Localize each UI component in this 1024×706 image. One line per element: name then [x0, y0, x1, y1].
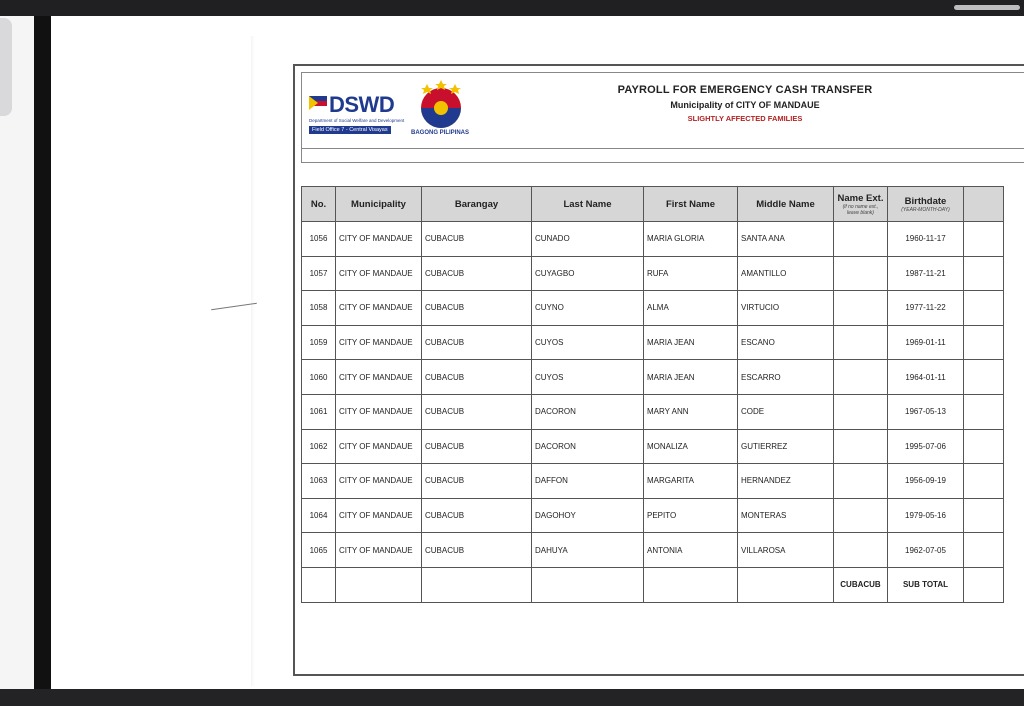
cell-last-name: DACORON	[532, 394, 644, 429]
cell-name-ext	[834, 360, 888, 395]
cell-last-name: DAHUYA	[532, 533, 644, 568]
cell-municipality: CITY OF MANDAUE	[336, 394, 422, 429]
cell-extra	[964, 464, 1004, 499]
cell-middle-name: VILLAROSA	[738, 533, 834, 568]
category-title: SLIGHTLY AFFECTED FAMILIES	[687, 114, 803, 123]
cell-barangay: CUBACUB	[422, 222, 532, 257]
cell-name-ext	[834, 291, 888, 326]
bagong-pilipinas-logo	[409, 78, 473, 142]
cell-first-name: MARY ANN	[644, 394, 738, 429]
header-barangay: Barangay	[422, 187, 532, 222]
cell-barangay: CUBACUB	[422, 256, 532, 291]
cell-middle-name: HERNANDEZ	[738, 464, 834, 499]
table-row	[302, 429, 1004, 464]
cell-barangay: CUBACUB	[422, 360, 532, 395]
cell-last-name: CUYOS	[532, 360, 644, 395]
cell-birthdate: 1967-05-13	[888, 394, 964, 429]
cell-last-name: CUYOS	[532, 325, 644, 360]
table-header-row	[302, 187, 1004, 222]
cell-name-ext	[834, 325, 888, 360]
bottom-bar	[0, 689, 1024, 706]
cell-middle-name: ESCANO	[738, 325, 834, 360]
header-name-ext-note: (if no name ext., leave blank)	[842, 203, 879, 216]
cell-first-name: MARIA JEAN	[644, 360, 738, 395]
document-page	[51, 16, 1024, 689]
cell-empty	[422, 567, 532, 602]
cell-municipality: CITY OF MANDAUE	[336, 498, 422, 533]
cell-first-name: PEPITO	[644, 498, 738, 533]
cell-middle-name: AMANTILLO	[738, 256, 834, 291]
cell-middle-name: ESCARRO	[738, 360, 834, 395]
payroll-table	[301, 186, 1004, 603]
subtotal-row	[302, 567, 1004, 602]
cell-empty	[738, 567, 834, 602]
cell-name-ext	[834, 464, 888, 499]
cell-last-name: DAGOHOY	[532, 498, 644, 533]
header-name-ext	[834, 187, 888, 222]
cell-barangay: CUBACUB	[422, 429, 532, 464]
cell-extra	[964, 360, 1004, 395]
cell-barangay: CUBACUB	[422, 394, 532, 429]
cell-no: 1065	[302, 533, 336, 568]
cell-birthdate: 1977-11-22	[888, 291, 964, 326]
cell-first-name: ALMA	[644, 291, 738, 326]
cell-name-ext	[834, 429, 888, 464]
cell-first-name: MONALIZA	[644, 429, 738, 464]
cell-barangay: CUBACUB	[422, 464, 532, 499]
cell-birthdate: 1964-01-11	[888, 360, 964, 395]
header-rule-lower	[301, 162, 1024, 163]
cell-middle-name: MONTERAS	[738, 498, 834, 533]
cell-extra	[964, 325, 1004, 360]
table-row	[302, 325, 1004, 360]
title-block	[595, 84, 895, 123]
cell-no: 1059	[302, 325, 336, 360]
panel-divider	[34, 16, 51, 689]
subtotal-label: SUB TOTAL	[888, 567, 964, 602]
cell-middle-name: SANTA ANA	[738, 222, 834, 257]
cell-extra	[964, 533, 1004, 568]
home-indicator[interactable]	[954, 5, 1020, 10]
cell-last-name: CUYAGBO	[532, 256, 644, 291]
cell-no: 1058	[302, 291, 336, 326]
cell-barangay: CUBACUB	[422, 291, 532, 326]
cell-empty	[644, 567, 738, 602]
header-no: No.	[302, 187, 336, 222]
cell-extra	[964, 498, 1004, 533]
bagong-pilipinas-text: BAGONG PILIPINAS	[411, 130, 470, 136]
left-panel	[0, 16, 34, 689]
cell-first-name: MARIA JEAN	[644, 325, 738, 360]
cell-name-ext	[834, 498, 888, 533]
side-tab[interactable]	[0, 18, 12, 116]
header-birthdate-label: Birthdate	[904, 195, 947, 207]
cell-extra	[964, 291, 1004, 326]
cell-municipality: CITY OF MANDAUE	[336, 360, 422, 395]
cell-middle-name: CODE	[738, 394, 834, 429]
dswd-wordmark: DSWD	[329, 92, 395, 117]
cell-extra	[964, 256, 1004, 291]
municipality-title: Municipality of CITY OF MANDAUE	[670, 100, 820, 110]
header-name-ext-label: Name Ext.	[837, 192, 884, 204]
cell-last-name: DAFFON	[532, 464, 644, 499]
cell-last-name: DACORON	[532, 429, 644, 464]
table-row	[302, 498, 1004, 533]
cell-name-ext	[834, 394, 888, 429]
cell-empty	[532, 567, 644, 602]
cell-birthdate: 1987-11-21	[888, 256, 964, 291]
table-row	[302, 360, 1004, 395]
cell-middle-name: VIRTUCIO	[738, 291, 834, 326]
header-rule	[301, 148, 1024, 149]
cell-municipality: CITY OF MANDAUE	[336, 464, 422, 499]
top-bar	[0, 0, 1024, 16]
cell-barangay: CUBACUB	[422, 325, 532, 360]
cell-birthdate: 1956-09-19	[888, 464, 964, 499]
dswd-emblem-icon	[309, 96, 327, 110]
table-row	[302, 464, 1004, 499]
cell-birthdate: 1979-05-16	[888, 498, 964, 533]
cell-name-ext	[834, 533, 888, 568]
header-municipality: Municipality	[336, 187, 422, 222]
cell-birthdate: 1969-01-11	[888, 325, 964, 360]
header-last-name: Last Name	[532, 187, 644, 222]
cell-empty	[336, 567, 422, 602]
subtotal-barangay: CUBACUB	[834, 567, 888, 602]
dswd-department: Department of Social Welfare and Development	[309, 118, 405, 123]
payroll-sheet	[293, 64, 1024, 676]
cell-extra	[964, 222, 1004, 257]
cell-first-name: MARIA GLORIA	[644, 222, 738, 257]
table-row	[302, 291, 1004, 326]
table-row	[302, 394, 1004, 429]
cell-last-name: CUNADO	[532, 222, 644, 257]
stray-mark	[211, 303, 257, 310]
header-birthdate-note: (YEAR-MONTH-DAY)	[901, 206, 950, 213]
cell-name-ext	[834, 256, 888, 291]
cell-municipality: CITY OF MANDAUE	[336, 533, 422, 568]
cell-birthdate: 1962-07-05	[888, 533, 964, 568]
table-row	[302, 533, 1004, 568]
page-shadow	[251, 36, 255, 686]
cell-last-name: CUYNO	[532, 291, 644, 326]
dswd-logo	[309, 94, 404, 138]
cell-middle-name: GUTIERREZ	[738, 429, 834, 464]
cell-name-ext	[834, 222, 888, 257]
cell-no: 1060	[302, 360, 336, 395]
header-middle-name: Middle Name	[738, 187, 834, 222]
bagong-pilipinas-emblem-icon	[409, 78, 473, 130]
cell-municipality: CITY OF MANDAUE	[336, 291, 422, 326]
cell-municipality: CITY OF MANDAUE	[336, 256, 422, 291]
cell-no: 1064	[302, 498, 336, 533]
header-first-name: First Name	[644, 187, 738, 222]
cell-barangay: CUBACUB	[422, 533, 532, 568]
cell-first-name: RUFA	[644, 256, 738, 291]
dswd-field-office: Field Office 7 - Central Visayas	[309, 126, 391, 134]
cell-no: 1057	[302, 256, 336, 291]
cell-no: 1056	[302, 222, 336, 257]
cell-empty	[964, 567, 1004, 602]
document-title: PAYROLL FOR EMERGENCY CASH TRANSFER	[617, 84, 873, 96]
cell-municipality: CITY OF MANDAUE	[336, 429, 422, 464]
cell-extra	[964, 429, 1004, 464]
header-extra	[964, 187, 1004, 222]
cell-first-name: ANTONIA	[644, 533, 738, 568]
cell-birthdate: 1995-07-06	[888, 429, 964, 464]
cell-no: 1061	[302, 394, 336, 429]
cell-barangay: CUBACUB	[422, 498, 532, 533]
cell-no: 1063	[302, 464, 336, 499]
cell-empty	[302, 567, 336, 602]
header-birthdate	[888, 187, 964, 222]
cell-first-name: MARGARITA	[644, 464, 738, 499]
cell-municipality: CITY OF MANDAUE	[336, 222, 422, 257]
cell-extra	[964, 394, 1004, 429]
table-row	[302, 256, 1004, 291]
cell-municipality: CITY OF MANDAUE	[336, 325, 422, 360]
cell-birthdate: 1960-11-17	[888, 222, 964, 257]
cell-no: 1062	[302, 429, 336, 464]
table-row	[302, 222, 1004, 257]
